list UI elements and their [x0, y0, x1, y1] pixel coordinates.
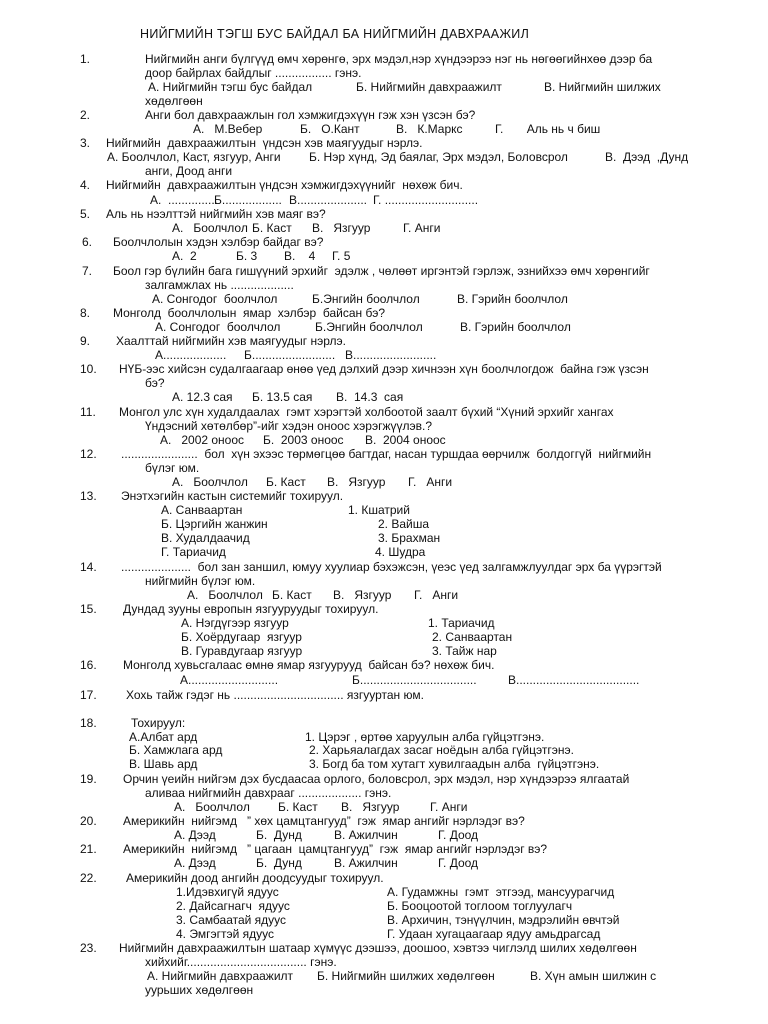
answer-option: А. Боолчлол	[172, 221, 248, 235]
question-text: Хохь тайж гэдэг нь ................................. язгууртан юм.	[126, 688, 424, 702]
match-right-item: А. Гудамжны гэмт этгээд, мансуурагчид	[387, 885, 615, 899]
question-text: ....................... бол хүн эхээс төрмөгцөө багтдаг, насан туршдаа өөрчилж болдоггүй нийгмийн	[121, 447, 652, 461]
answer-option: хөдөлгөөн	[145, 94, 203, 108]
answer-option: Б. 13.5 сая	[252, 390, 313, 404]
question-text: Дундад зууны европын язгууруудыг тохируул.	[123, 602, 379, 616]
answer-option: Г. Доод	[438, 828, 479, 842]
question-text: нийгмийн бүлэг юм.	[145, 574, 256, 588]
answer-option: Б. 2003 оноос	[263, 433, 344, 447]
answer-option: А. 12.3 сая	[172, 390, 233, 404]
match-right-item: 2. Вайша	[378, 517, 430, 531]
answer-option: А. Сонгодог боолчлол	[155, 320, 281, 334]
answer-option: В.....................	[289, 193, 368, 207]
match-left-item: А. Санваартан	[161, 503, 243, 517]
answer-option: Г. Анги	[403, 221, 441, 235]
answer-option: В. К.Маркс	[396, 122, 463, 136]
answer-option: Б. Каст	[272, 588, 312, 602]
answer-option: А. Боолчлол	[187, 588, 263, 602]
page-title: НИЙГМИЙН ТЭГШ БУС БАЙДАЛ БА НИЙГМИЙН ДАВХРААЖИЛ	[140, 27, 530, 41]
question-text: доор байрлах байдлыг ................. гэнэ.	[145, 66, 362, 80]
question-text: бүлэг юм.	[145, 461, 200, 475]
answer-option: А. ...............	[150, 193, 219, 207]
answer-option: В. Ажилчин	[334, 856, 398, 870]
match-right-item: 1. Тариачид	[428, 616, 495, 630]
question-number: 6.	[82, 235, 93, 249]
answer-option: А. М.Вебер	[193, 122, 263, 136]
answer-option: А. 2002 оноос	[160, 433, 245, 447]
answer-option: Б.Энгийн боолчлол	[315, 320, 423, 334]
answer-option: В. Язгуур	[312, 221, 371, 235]
answer-option: Б. Дунд	[256, 856, 302, 870]
match-left-item: 3. Самбаатай ядуус	[176, 913, 287, 927]
match-right-item: 2. Харьяалагдах засаг ноёдын алба гүйцэтгэнэ.	[309, 743, 574, 757]
answer-option: Б..................	[214, 193, 282, 207]
question-text: Нийгмийн давхраажилтын шатаар хүмүүс дээшээ, доошоо, хэвтээ чиглэлд шилих хөдөлгөөн	[119, 941, 637, 955]
question-number: 17.	[80, 688, 97, 702]
question-number: 22.	[80, 871, 97, 885]
answer-option: анги, Доод анги	[145, 164, 233, 178]
answer-option: Г. Анги	[430, 800, 468, 814]
match-right-item: 1. Кшатрий	[348, 503, 410, 517]
answer-option: Г. Анги	[408, 475, 453, 489]
match-right-item: Б. Бооцоотой тоглоом тоглуулагч	[387, 899, 573, 913]
answer-option: Б. Нийгмийн шилжих хөдөлгөөн	[317, 969, 495, 983]
question-text: Нийгмийн давхраажилтын үндсэн хэв маягуудыг нэрлэ.	[106, 136, 423, 150]
answer-option: В. Хүн амын шилжин с	[530, 969, 657, 983]
question-number: 10.	[80, 362, 97, 376]
question-number: 19.	[80, 772, 97, 786]
answer-option: Б. Дунд	[256, 828, 302, 842]
answer-option: А. Боолчлол, Каст, язгуур, Анги	[107, 150, 281, 164]
question-text: Америкийн нийгэмд ” цагаан цамцтангууд” гэж ямар ангийг нэрлэдэг вэ?	[123, 842, 548, 856]
answer-option: Б. Каст	[252, 221, 292, 235]
answer-option: Б. 3	[236, 249, 258, 263]
answer-option: В.........................	[345, 348, 437, 362]
answer-option: В. Язгуур	[341, 800, 400, 814]
match-right-item: 3. Брахман	[378, 531, 441, 545]
question-text: Тохируул:	[131, 716, 186, 730]
answer-option: А. Боолчлол	[174, 800, 250, 814]
question-number: 11.	[80, 405, 96, 419]
question-text: Анги бол давхраажлын гол хэмжигдэхүүн гэж хэн үзсэн бэ?	[145, 108, 476, 122]
answer-option: А. Нийгмийн давхраажилт	[147, 969, 294, 983]
question-number: 9.	[80, 334, 91, 348]
question-text: Монголд боолчлолын ямар хэлбэр байсан бэ?	[113, 306, 386, 320]
question-text: Орчин үеийн нийгэм дэх бусдаасаа орлого, боловсрол, эрх мэдэл, нэр хүндээрээ ялгаатай	[123, 772, 630, 786]
question-text: Хаалттай нийгмийн хэв маягуудыг нэрлэ.	[116, 334, 346, 348]
question-text: Монголд хувьсгалаас өмнө ямар язгуурууд байсан бэ? нөхөж бич.	[123, 658, 495, 672]
answer-option: Б.Энгийн боолчлол	[312, 292, 420, 306]
answer-option: В. Дээд ,Дунд	[605, 150, 689, 164]
question-text: НҮБ-ээс хийсэн судалгаагаар өнөө үед дэлхий дээр хичнээн хүн боолчлогдож байна гэж үзсэн	[119, 362, 649, 376]
answer-option: Г. Доод	[438, 856, 479, 870]
question-number: 13.	[80, 489, 97, 503]
match-left-item: Б. Хоёрдугаар язгуур	[181, 630, 302, 644]
question-text: ..................... бол зан заншил, юмуу хуулиар бэхэжсэн, үеэс үед залгамжлуулдаг эрх ба үүрэгтэй	[121, 560, 662, 574]
question-number: 3.	[80, 136, 91, 150]
answer-option: Б. Каст	[266, 475, 306, 489]
answer-option: В. Язгуур	[327, 475, 386, 489]
question-text: Аль нь нээлттэй нийгмийн хэв маяг вэ?	[106, 207, 326, 221]
match-right-item: 2. Санваартан	[432, 630, 513, 644]
answer-option: Б. О.Кант	[300, 122, 360, 136]
match-right-item: 4. Шудра	[375, 545, 426, 559]
answer-option: В. Гэрийн боолчлол	[457, 292, 568, 306]
question-text: Нийгмийн давхраажилтын үндсэн хэмжигдэхүүнийг нөхөж бич.	[106, 178, 463, 192]
answer-option: В. Нийгмийн шилжих	[544, 80, 661, 94]
question-number: 7.	[82, 264, 93, 278]
answer-option: Б.........................	[244, 348, 336, 362]
answer-option: уурьших хөдөлгөөн	[145, 983, 254, 997]
match-left-item: В. Гуравдугаар язгуур	[181, 644, 303, 658]
match-left-item: 2. Дайсагнагч ядуус	[176, 899, 290, 913]
question-text: Америкийн нийгэмд ” хөх цамцтангууд” гэж ямар ангийг нэрлэдэг вэ?	[123, 814, 525, 828]
answer-option: А...........................	[180, 673, 279, 687]
question-number: 14.	[80, 560, 97, 574]
question-text: Америкийн доод ангийн доодсуудыг тохируул.	[126, 871, 384, 885]
question-text: бэ?	[145, 376, 165, 390]
question-number: 16.	[80, 658, 97, 672]
answer-option: Б. Нийгмийн давхраажилт	[356, 80, 502, 94]
answer-option: Б. Каст	[278, 800, 318, 814]
match-left-item: Б. Хамжлага ард	[129, 743, 223, 757]
question-number: 15.	[80, 602, 97, 616]
answer-option: В. Гэрийн боолчлол	[460, 320, 571, 334]
match-right-item: 3. Богд ба том хутагт хувилгаадын алба гүйцэтгэнэ.	[309, 757, 600, 771]
answer-option: Г. Анги	[414, 588, 459, 602]
answer-option: А. Дээд	[174, 856, 216, 870]
question-number: 18.	[80, 716, 97, 730]
match-left-item: Б. Цэргийн жанжин	[161, 517, 268, 531]
match-left-item: А. Нэгдүгээр язгуур	[181, 616, 289, 630]
question-text: Боолчлолын хэдэн хэлбэр байдаг вэ?	[113, 235, 324, 249]
answer-option: А. Боолчлол	[172, 475, 248, 489]
question-number: 12.	[80, 447, 97, 461]
question-text: Үндэсний хөтөлбөр”-ийг хэдэн оноос хэрэгжүүлэв.?	[145, 419, 432, 433]
question-number: 8.	[80, 306, 91, 320]
answer-option: В. 4	[284, 249, 316, 263]
match-left-item: 1.Идэвхигүй ядуус	[176, 885, 279, 899]
question-number: 1.	[80, 52, 91, 66]
match-right-item: В. Архичин, тэнүүлчин, мэдрэлийн өвчтэй	[387, 913, 620, 927]
match-right-item: 1. Цэрэг , өртөө харуулын алба гүйцэтгэнэ.	[305, 730, 545, 744]
question-text: аливаа нийгмийн давхрааг ................... гэнэ.	[145, 786, 392, 800]
answer-option: В. 14.3 сая	[336, 390, 404, 404]
answer-option: Г. 5	[332, 249, 351, 263]
question-number: 23.	[80, 941, 97, 955]
answer-option: Г. Аль нь ч биш	[495, 122, 601, 136]
question-text: Энэтхэгийн кастын системийг тохируул.	[121, 489, 344, 503]
answer-option: Г. ............................	[373, 193, 479, 207]
question-text: хийхийг.................................... гэнэ.	[145, 955, 337, 969]
answer-option: А. Сонгодог боолчлол	[152, 292, 278, 306]
answer-option: А...................	[155, 348, 227, 362]
match-right-item: 3. Тайж нар	[432, 644, 497, 658]
answer-option: А. Нийгмийн тэгш бус байдал	[148, 80, 313, 94]
answer-option: В. Ажилчин	[334, 828, 398, 842]
question-number: 21.	[80, 842, 97, 856]
match-left-item: А.Албат ард	[129, 730, 198, 744]
question-text: Боол гэр бүлийн бага гишүүний эрхийг эдэлж , чөлөөт иргэнтэй гэрлэж, эзнийхээ өмч хөрөнгийг	[113, 264, 650, 278]
answer-option: А. 2	[172, 249, 197, 263]
answer-option: Б. Нэр хүнд, Эд баялаг, Эрх мэдэл, Боловсрол	[309, 150, 568, 164]
question-text: Монгол улс хүн худалдаалах гэмт хэрэгтэй холбоотой заалт бүхий “Хүний эрхийг хангах	[119, 405, 614, 419]
match-left-item: В. Шавь ард	[129, 757, 198, 771]
answer-option: В. Язгуур	[333, 588, 392, 602]
match-left-item: В. Худалдаачид	[161, 531, 250, 545]
match-left-item: 4. Эмгэгтэй ядуус	[176, 927, 274, 941]
match-left-item: Г. Тариачид	[161, 545, 226, 559]
answer-option: А. Дээд	[174, 828, 216, 842]
question-text: залгамжлах нь ...................	[145, 278, 294, 292]
question-text: Нийгмийн анги бүлгүүд өмч хөрөнгө, эрх мэдэл,нэр хүндээрээ нэг нь нөгөөгийнхөө дээр ба	[145, 52, 653, 66]
question-number: 4.	[80, 178, 91, 192]
question-number: 20.	[80, 814, 97, 828]
answer-option: Б...................................	[352, 673, 477, 687]
question-number: 5.	[80, 207, 91, 221]
answer-option: В. 2004 оноос	[365, 433, 446, 447]
answer-option: В.....................................	[508, 673, 640, 687]
match-right-item: Г. Удаан хугацаагаар ядуу амьдрагсад	[387, 927, 601, 941]
question-number: 2.	[80, 108, 91, 122]
